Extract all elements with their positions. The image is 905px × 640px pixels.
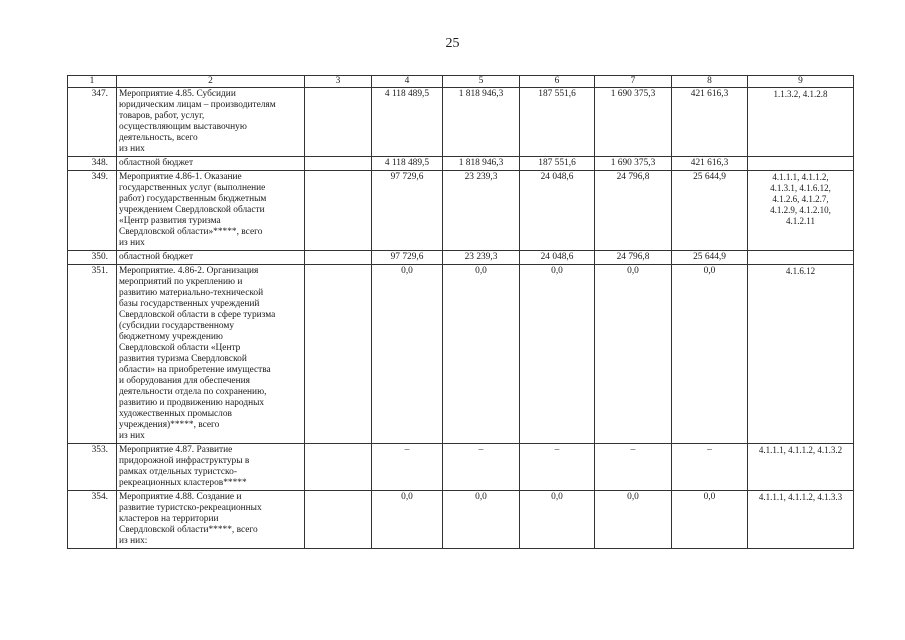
description-line: работ) государственным бюджетным [119,194,267,204]
reference-cell [748,491,854,549]
description-line: учреждения)*****, всего [119,420,220,430]
amount-cell-c7: 1 690 375,3 [595,88,672,157]
amount-cell-c5: 1 818 946,3 [443,157,520,171]
reference-cell [748,157,854,171]
amount-cell-c7: 1 690 375,3 [595,157,672,171]
description-line: бюджетному учреждению [119,332,223,342]
amount-cell-c5: 1 818 946,3 [443,88,520,157]
table-header-row [68,76,854,88]
table-row [68,444,854,491]
table-row [68,88,854,157]
row-number-cell: 350. [68,251,117,265]
amount-cell-c6: 24 048,6 [520,251,595,265]
table-row [68,171,854,251]
header-cell: 6 [520,76,595,88]
amount-cell-c6: – [520,444,595,491]
column-3-cell [305,157,372,171]
description-line: рекреационных кластеров***** [119,478,247,488]
amount-cell-c4: 0,0 [372,491,443,549]
description-line: Мероприятие 4.86-1. Оказание [119,172,242,182]
amount-cell-c4: 0,0 [372,265,443,444]
amount-cell-c8: – [672,444,748,491]
row-number-cell: 348. [68,157,117,171]
reference-line: 4.1.2.11 [786,216,815,226]
reference-line: 4.1.6.12 [785,266,816,276]
description-line: деятельности отдела по сохранению, [119,387,267,397]
description-line: Свердловской области «Центр [119,343,241,353]
description-line: юридическим лицам – производителям [119,100,276,110]
table-row [68,265,854,444]
row-number-cell: 351. [68,265,117,444]
description-cell [117,171,305,251]
amount-cell-c7: 0,0 [595,491,672,549]
amount-cell-c8: 421 616,3 [672,88,748,157]
description-line: из них [119,431,145,441]
row-number-cell: 354. [68,491,117,549]
amount-cell-c4: 4 118 489,5 [372,157,443,171]
description-cell [117,251,305,265]
column-3-cell [305,265,372,444]
table-row [68,157,854,171]
description-line: мероприятий по укреплению и [119,277,243,287]
header-cell: 8 [672,76,748,88]
amount-cell-c6: 24 048,6 [520,171,595,251]
reference-cell [748,88,854,157]
description-line: государственных услуг (выполнение [119,183,266,193]
description-line: Свердловской области в сфере туризма [119,310,276,320]
description-line: товаров, работ, услуг, [119,111,205,121]
reference-cell [748,171,854,251]
amount-cell-c5: 23 239,3 [443,171,520,251]
description-line: из них [119,144,145,154]
header-cell: 9 [748,76,854,88]
description-cell [117,491,305,549]
row-number-cell: 349. [68,171,117,251]
amount-cell-c4: 97 729,6 [372,171,443,251]
description-cell [117,265,305,444]
description-line: и оборудования для обеспечения [119,376,250,386]
column-3-cell [305,171,372,251]
amount-cell-c8: 421 616,3 [672,157,748,171]
amount-cell-c8: 25 644,9 [672,251,748,265]
description-line: (субсидии государственному [119,321,235,331]
amount-cell-c4: 97 729,6 [372,251,443,265]
header-cell: 2 [117,76,305,88]
budget-table [67,75,854,549]
description-line: развития туризма Свердловской [119,354,247,364]
description-cell [117,444,305,491]
description-line: развитию и продвижению народных [119,398,265,408]
description-cell [117,157,305,171]
reference-line: 4.1.2.9, 4.1.2.10, [770,205,831,215]
description-line: развитию материально-технической [119,288,264,298]
amount-cell-c5: – [443,444,520,491]
row-number-cell: 353. [68,444,117,491]
reference-cell [748,251,854,265]
description-line: рамках отдельных туристско- [119,467,237,477]
reference-line: 4.1.1.1, 4.1.1.2, [772,172,829,182]
amount-cell-c8: 0,0 [672,491,748,549]
reference-line: 4.1.1.1, 4.1.1.2, 4.1.3.3 [758,492,843,502]
reference-line: 4.1.2.6, 4.1.2.7, [772,194,829,204]
description-line: из них [119,238,145,248]
header-cell: 3 [305,76,372,88]
description-line: Свердловской области»*****, всего [119,227,263,237]
header-cell: 4 [372,76,443,88]
amount-cell-c4: – [372,444,443,491]
column-3-cell [305,251,372,265]
description-line: развитие туристско-рекреационных [119,503,262,513]
header-cell: 5 [443,76,520,88]
page-number: 25 [445,36,460,51]
column-3-cell [305,88,372,157]
column-3-cell [305,444,372,491]
description-line: Мероприятие. 4.86-2. Организация [119,266,259,276]
description-line: областной бюджет [119,252,194,262]
header-cell: 1 [68,76,117,88]
description-line: Мероприятие 4.87. Развитие [119,445,233,455]
row-number-cell: 347. [68,88,117,157]
description-line: учреждением Свердловской области [119,205,265,215]
amount-cell-c6: 0,0 [520,265,595,444]
description-line: осуществляющим выставочную [119,122,247,132]
amount-cell-c5: 0,0 [443,265,520,444]
amount-cell-c7: – [595,444,672,491]
description-line: Мероприятие 4.88. Создание и [119,492,242,502]
amount-cell-c6: 187 551,6 [520,157,595,171]
description-line: «Центр развития туризма [119,216,221,226]
reference-cell [748,444,854,491]
amount-cell-c7: 24 796,8 [595,251,672,265]
amount-cell-c8: 0,0 [672,265,748,444]
description-line: Свердловской области*****, всего [119,525,258,535]
description-line: деятельность, всего [119,133,198,143]
amount-cell-c7: 0,0 [595,265,672,444]
amount-cell-c5: 0,0 [443,491,520,549]
description-line: придорожной инфраструктуры в [119,456,250,466]
amount-cell-c8: 25 644,9 [672,171,748,251]
description-line: Мероприятие 4.85. Субсидии [119,89,236,99]
reference-line: 4.1.3.1, 4.1.6.12, [770,183,831,193]
reference-line: 4.1.1.1, 4.1.1.2, 4.1.3.2 [758,445,843,455]
column-3-cell [305,491,372,549]
description-line: художественных промыслов [119,409,232,419]
description-line: области» на приобретение имущества [119,365,271,375]
description-line: из них: [119,536,148,546]
description-cell [117,88,305,157]
description-line: базы государственных учреждений [119,299,260,309]
amount-cell-c7: 24 796,8 [595,171,672,251]
amount-cell-c6: 187 551,6 [520,88,595,157]
reference-line: 1.1.3.2, 4.1.2.8 [773,89,828,99]
amount-cell-c6: 0,0 [520,491,595,549]
description-line: областной бюджет [119,158,194,168]
table-row [68,251,854,265]
reference-cell [748,265,854,444]
amount-cell-c5: 23 239,3 [443,251,520,265]
header-cell: 7 [595,76,672,88]
description-line: кластеров на территории [119,514,219,524]
amount-cell-c4: 4 118 489,5 [372,88,443,157]
table-row [68,491,854,549]
